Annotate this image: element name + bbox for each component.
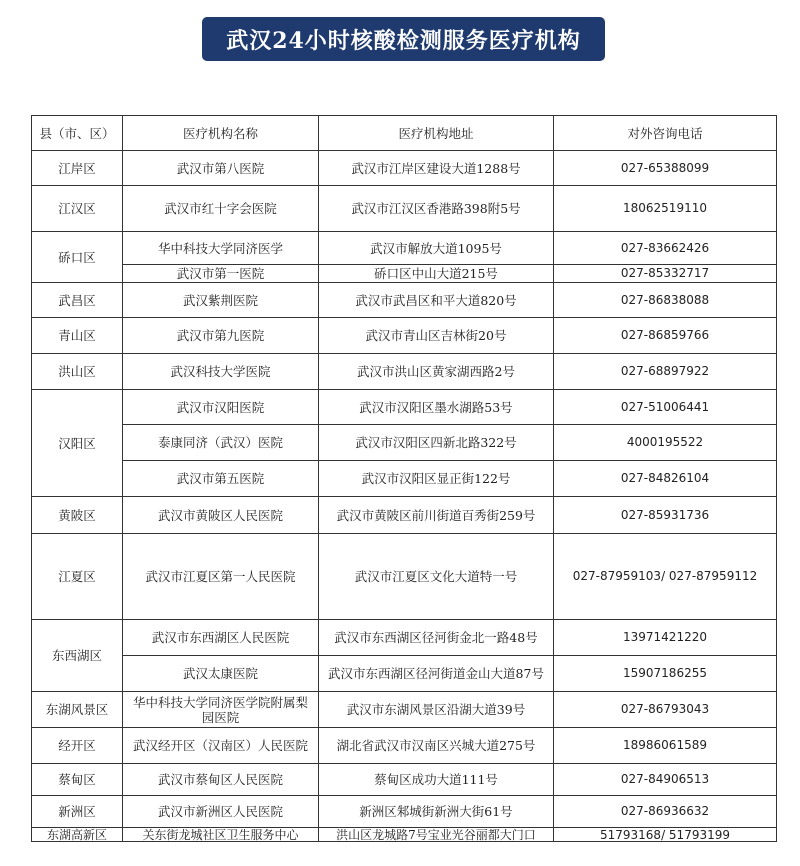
table-row <box>32 656 777 692</box>
hospital-name-cell: 武汉市第八医院 <box>123 151 319 186</box>
phone-cell: 027-68897922 <box>554 354 777 390</box>
phone-cell: 027-84906513 <box>554 764 777 796</box>
hospital-name-cell: 关东街龙城社区卫生服务中心 <box>123 828 319 842</box>
address-cell: 武汉市武昌区和平大道820号 <box>319 283 554 318</box>
address-cell: 蔡甸区成功大道111号 <box>319 764 554 796</box>
table-row <box>32 461 777 497</box>
district-cell: 黄陂区 <box>32 497 123 534</box>
district-cell: 江岸区 <box>32 151 123 186</box>
phone-cell: 027-85332717 <box>554 265 777 283</box>
phone-cell: 027-86859766 <box>554 318 777 354</box>
phone-cell: 027-51006441 <box>554 390 777 425</box>
phone-cell: 18986061589 <box>554 728 777 764</box>
hospital-name-cell: 武汉太康医院 <box>123 656 319 692</box>
hospital-table <box>31 115 777 842</box>
hospital-name-cell: 武汉市第五医院 <box>123 461 319 497</box>
district-cell: 武昌区 <box>32 283 123 318</box>
phone-cell: 18062519110 <box>554 186 777 232</box>
district-cell: 硚口区 <box>32 232 123 283</box>
address-cell: 武汉市江汉区香港路398附5号 <box>319 186 554 232</box>
address-cell: 硚口区中山大道215号 <box>319 265 554 283</box>
address-cell: 武汉市洪山区黄家湖西路2号 <box>319 354 554 390</box>
phone-cell: 027-83662426 <box>554 232 777 265</box>
table-row <box>32 764 777 796</box>
table-header-row <box>32 116 777 151</box>
address-cell: 武汉市黄陂区前川街道百秀街259号 <box>319 497 554 534</box>
district-cell: 经开区 <box>32 728 123 764</box>
phone-cell: 027-86936632 <box>554 796 777 828</box>
table-row <box>32 390 777 425</box>
address-cell: 武汉市汉阳区墨水湖路53号 <box>319 390 554 425</box>
table-row <box>32 497 777 534</box>
district-cell: 东湖高新区 <box>32 828 123 842</box>
header-phone: 对外咨询电话 <box>554 116 777 151</box>
header-district: 县（市、区） <box>32 116 123 151</box>
table-row <box>32 828 777 842</box>
table-row <box>32 318 777 354</box>
address-cell: 武汉市东西湖区径河街金北一路48号 <box>319 620 554 656</box>
hospital-name-cell: 武汉市第一医院 <box>123 265 319 283</box>
phone-cell: 4000195522 <box>554 425 777 461</box>
district-cell: 江夏区 <box>32 534 123 620</box>
phone-cell: 027-65388099 <box>554 151 777 186</box>
table-row <box>32 283 777 318</box>
district-cell: 汉阳区 <box>32 390 123 497</box>
phone-cell: 027-84826104 <box>554 461 777 497</box>
hospital-name-cell: 华中科技大学同济医学 <box>123 232 319 265</box>
table-row <box>32 728 777 764</box>
phone-cell: 027-86838088 <box>554 283 777 318</box>
hospital-name-cell: 武汉科技大学医院 <box>123 354 319 390</box>
address-cell: 武汉市青山区吉林街20号 <box>319 318 554 354</box>
phone-cell: 027-86793043 <box>554 692 777 728</box>
page-title: 武汉24小时核酸检测服务医疗机构 <box>202 17 605 61</box>
district-cell: 江汉区 <box>32 186 123 232</box>
hospital-name-cell: 武汉市汉阳医院 <box>123 390 319 425</box>
hospital-name-cell: 华中科技大学同济医学院附属梨园医院 <box>123 692 319 728</box>
address-cell: 武汉市江夏区文化大道特一号 <box>319 534 554 620</box>
table-row <box>32 151 777 186</box>
header-name: 医疗机构名称 <box>123 116 319 151</box>
table-row <box>32 620 777 656</box>
table-row <box>32 534 777 620</box>
hospital-name-cell: 武汉市江夏区第一人民医院 <box>123 534 319 620</box>
district-cell: 东湖风景区 <box>32 692 123 728</box>
hospital-name-cell: 武汉市新洲区人民医院 <box>123 796 319 828</box>
hospital-name-cell: 武汉市东西湖区人民医院 <box>123 620 319 656</box>
address-cell: 新洲区邾城街新洲大街61号 <box>319 796 554 828</box>
hospital-name-cell: 武汉市蔡甸区人民医院 <box>123 764 319 796</box>
district-cell: 蔡甸区 <box>32 764 123 796</box>
hospital-name-cell: 武汉紫荆医院 <box>123 283 319 318</box>
table-row <box>32 692 777 728</box>
hospital-name-cell: 武汉市红十字会医院 <box>123 186 319 232</box>
phone-cell: 027-85931736 <box>554 497 777 534</box>
phone-cell: 13971421220 <box>554 620 777 656</box>
phone-cell: 027-87959103/ 027-87959112 <box>554 534 777 620</box>
table-row <box>32 425 777 461</box>
hospital-name-cell: 武汉市第九医院 <box>123 318 319 354</box>
hospital-name-cell: 武汉市黄陂区人民医院 <box>123 497 319 534</box>
header-address: 医疗机构地址 <box>319 116 554 151</box>
hospital-name-cell: 武汉经开区（汉南区）人民医院 <box>123 728 319 764</box>
phone-cell: 51793168/ 51793199 <box>554 828 777 842</box>
address-cell: 武汉市汉阳区四新北路322号 <box>319 425 554 461</box>
district-cell: 青山区 <box>32 318 123 354</box>
table-row <box>32 186 777 232</box>
table-row <box>32 265 777 283</box>
address-cell: 湖北省武汉市汉南区兴城大道275号 <box>319 728 554 764</box>
address-cell: 武汉市解放大道1095号 <box>319 232 554 265</box>
phone-cell: 15907186255 <box>554 656 777 692</box>
address-cell: 武汉市东西湖区径河街道金山大道87号 <box>319 656 554 692</box>
district-cell: 东西湖区 <box>32 620 123 692</box>
table-row <box>32 232 777 265</box>
district-cell: 新洲区 <box>32 796 123 828</box>
table-row <box>32 354 777 390</box>
address-cell: 武汉市东湖风景区沿湖大道39号 <box>319 692 554 728</box>
hospital-name-cell: 泰康同济（武汉）医院 <box>123 425 319 461</box>
address-cell: 洪山区龙城路7号宝业光谷丽都大门口 <box>319 828 554 842</box>
address-cell: 武汉市汉阳区显正街122号 <box>319 461 554 497</box>
table-row <box>32 796 777 828</box>
district-cell: 洪山区 <box>32 354 123 390</box>
address-cell: 武汉市江岸区建设大道1288号 <box>319 151 554 186</box>
